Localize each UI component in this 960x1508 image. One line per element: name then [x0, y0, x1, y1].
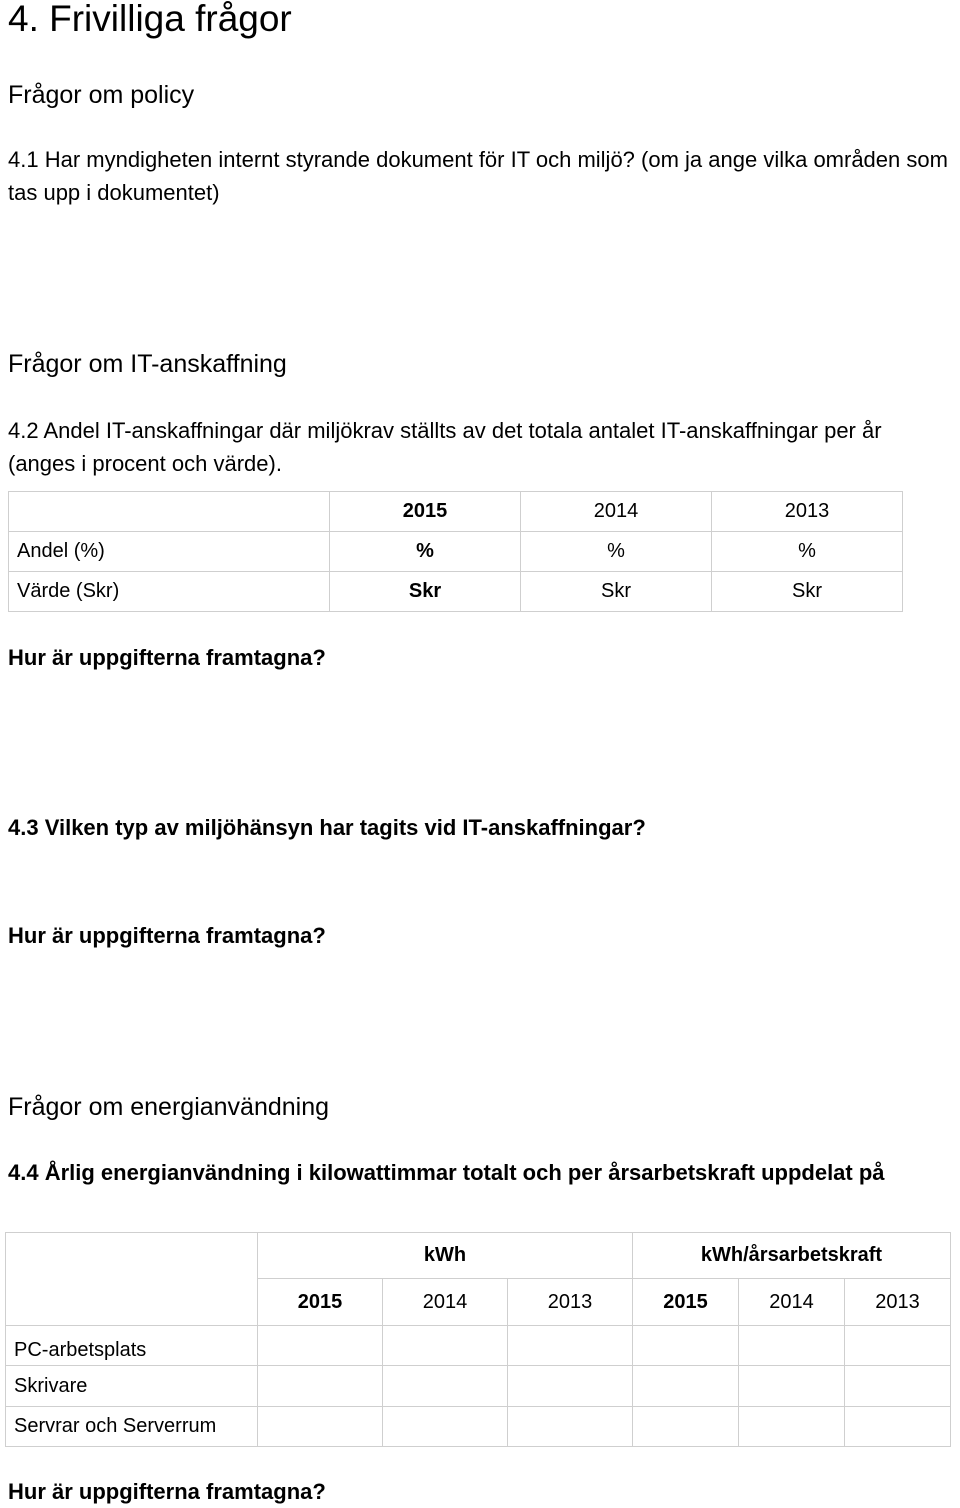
row-label-varde: Värde (Skr) — [9, 572, 330, 612]
input-cell[interactable] — [383, 1326, 508, 1366]
andel-2015-cell[interactable]: % — [330, 532, 521, 572]
per-year-2014: 2014 — [739, 1279, 845, 1326]
per-year-2015: 2015 — [633, 1279, 739, 1326]
per-year-2013: 2013 — [845, 1279, 951, 1326]
question-4-1: 4.1 Har myndigheten internt styrande dokument för IT och miljö? (om ja ange vilka områden som tas upp i dokumentet) — [8, 147, 948, 205]
energy-heading: Frågor om energianvändning — [8, 1093, 330, 1121]
table-row — [9, 572, 903, 612]
input-cell[interactable] — [258, 1366, 383, 1407]
table-corner-cell — [6, 1233, 258, 1326]
energy-table — [5, 1232, 951, 1447]
varde-2015-cell[interactable]: Skr — [330, 572, 521, 612]
varde-2013-cell[interactable]: Skr — [712, 572, 903, 612]
input-cell[interactable] — [383, 1366, 508, 1407]
input-cell[interactable] — [633, 1366, 739, 1407]
year-2014-header: 2014 — [521, 492, 712, 532]
varde-2014-cell[interactable]: Skr — [521, 572, 712, 612]
policy-heading: Frågor om policy — [8, 81, 195, 109]
how-obtained-3: Hur är uppgifterna framtagna? — [8, 1479, 326, 1504]
how-obtained-1: Hur är uppgifterna framtagna? — [8, 645, 326, 670]
how-obtained-2: Hur är uppgifterna framtagna? — [8, 923, 326, 948]
input-cell[interactable] — [633, 1326, 739, 1366]
procurement-table — [8, 491, 903, 612]
input-cell[interactable] — [383, 1407, 508, 1447]
input-cell[interactable] — [633, 1407, 739, 1447]
kwh-group-header: kWh — [258, 1233, 633, 1279]
year-2013-header: 2013 — [712, 492, 903, 532]
question-4-3: 4.3 Vilken typ av miljöhänsyn har tagits vid IT-anskaffningar? — [8, 815, 646, 840]
row-label-pc: PC-arbetsplats — [6, 1326, 258, 1366]
procurement-heading: Frågor om IT-anskaffning — [8, 350, 287, 378]
section-title: 4. Frivilliga frågor — [8, 0, 292, 39]
input-cell[interactable] — [845, 1326, 951, 1366]
input-cell[interactable] — [258, 1326, 383, 1366]
input-cell[interactable] — [508, 1326, 633, 1366]
input-cell[interactable] — [739, 1407, 845, 1447]
table-row — [6, 1407, 951, 1447]
input-cell[interactable] — [508, 1407, 633, 1447]
table-row — [6, 1366, 951, 1407]
input-cell[interactable] — [845, 1366, 951, 1407]
per-employee-group-header: kWh/årsarbetskraft — [633, 1233, 951, 1279]
table-row — [6, 1326, 951, 1366]
question-4-2: 4.2 Andel IT-anskaffningar där miljökrav ställts av det totala antalet IT-anskaffningar per år (anges i procent och värde). — [8, 418, 882, 476]
andel-2013-cell[interactable]: % — [712, 532, 903, 572]
input-cell[interactable] — [845, 1407, 951, 1447]
andel-2014-cell[interactable]: % — [521, 532, 712, 572]
row-label-printers: Skrivare — [6, 1366, 258, 1407]
table-row — [9, 532, 903, 572]
kwh-year-2014: 2014 — [383, 1279, 508, 1326]
input-cell[interactable] — [508, 1366, 633, 1407]
table-corner-cell — [9, 492, 330, 532]
table-header-row — [9, 492, 903, 532]
row-label-andel: Andel (%) — [9, 532, 330, 572]
input-cell[interactable] — [739, 1326, 845, 1366]
kwh-year-2013: 2013 — [508, 1279, 633, 1326]
row-label-servers: Servrar och Serverrum — [6, 1407, 258, 1447]
input-cell[interactable] — [258, 1407, 383, 1447]
year-2015-header: 2015 — [330, 492, 521, 532]
input-cell[interactable] — [739, 1366, 845, 1407]
question-4-4: 4.4 Årlig energianvändning i kilowattimmar totalt och per årsarbetskraft uppdelat på — [8, 1160, 885, 1185]
kwh-year-2015: 2015 — [258, 1279, 383, 1326]
group-header-row — [6, 1233, 951, 1279]
